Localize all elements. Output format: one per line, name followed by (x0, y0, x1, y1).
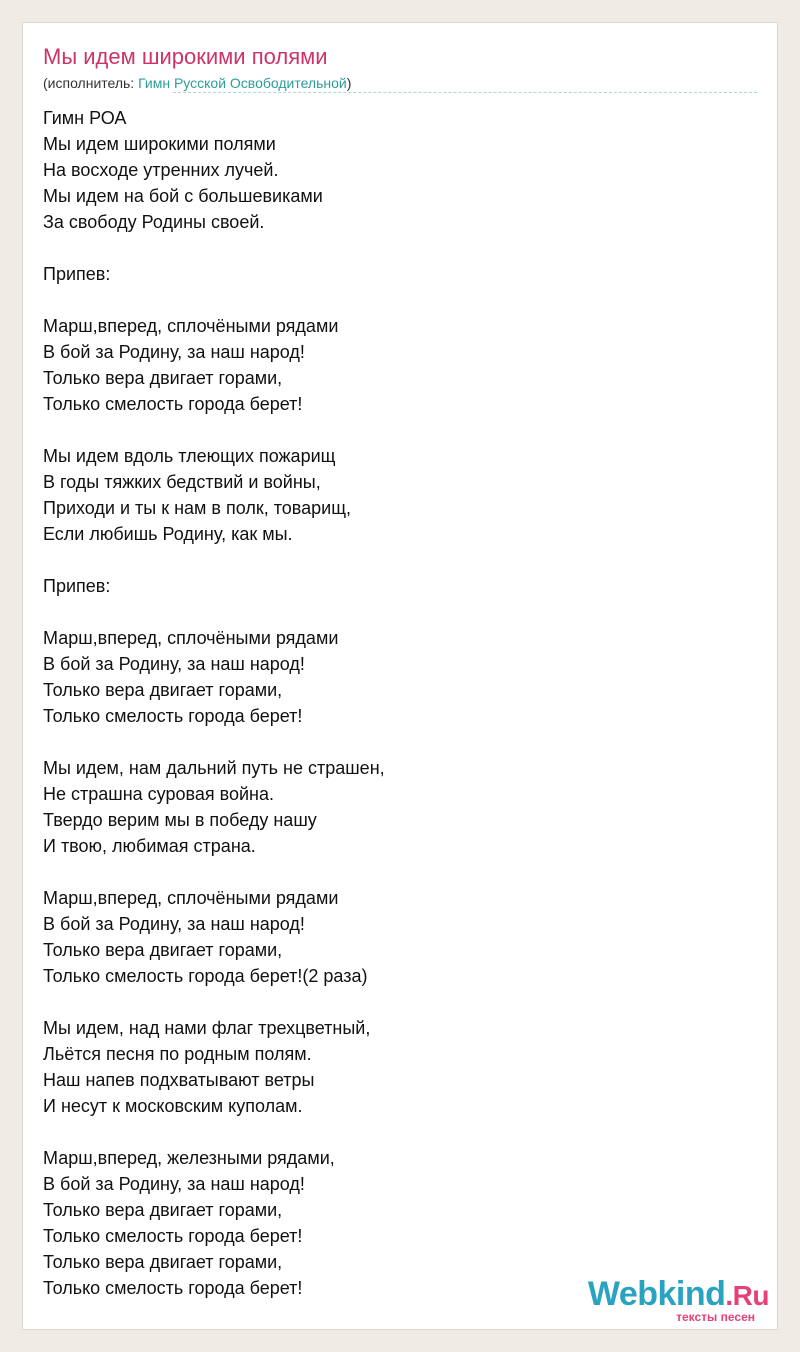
artist-byline (43, 74, 351, 92)
lyric-line: И несут к московским куполам. (43, 1096, 303, 1116)
lyric-line: Только вера двигает горами, (43, 940, 283, 960)
lyric-line: В бой за Родину, за наш народ! (43, 342, 305, 362)
logo-wordmark (588, 1277, 769, 1313)
lyric-line: Только смелость города берет! (43, 1226, 303, 1246)
lyric-line: Мы идем широкими полями (43, 134, 276, 154)
lyric-line: Твердо верим мы в победу нашу (43, 810, 317, 830)
lyric-line: В бой за Родину, за наш народ! (43, 914, 305, 934)
lyric-line: Только смелость города берет!(2 раза) (43, 966, 368, 986)
lyric-line: Мы идем, над нами флаг трехцветный, (43, 1018, 371, 1038)
byline-prefix: (исполнитель: (43, 75, 139, 91)
lyric-line: Марш,вперед, сплочёными рядами (43, 888, 339, 908)
lyric-line: В бой за Родину, за наш народ! (43, 654, 305, 674)
site-logo[interactable] (588, 1277, 769, 1323)
lyric-line: Только вера двигает горами, (43, 368, 283, 388)
lyric-line: Марш,вперед, сплочёными рядами (43, 316, 339, 336)
stanza-break (43, 417, 385, 443)
lyric-line: Гимн РОА (43, 108, 127, 128)
lyric-line: Мы идем на бой с большевиками (43, 186, 323, 206)
logo-tld: .Ru (725, 1280, 769, 1311)
lyric-line: Только смелость города берет! (43, 394, 303, 414)
stanza-break (43, 1119, 385, 1145)
byline-suffix: ) (346, 75, 352, 91)
logo-name: Webkind (587, 1275, 726, 1313)
lyric-line: Наш напев подхватывают ветры (43, 1070, 315, 1090)
stanza-break (43, 989, 385, 1015)
stanza-break (43, 547, 385, 573)
lyric-line: Только вера двигает горами, (43, 680, 283, 700)
lyric-line: Припев: (43, 264, 111, 284)
lyric-line: Если любишь Родину, как мы. (43, 524, 293, 544)
lyric-line: Льётся песня по родным полям. (43, 1044, 312, 1064)
logo-tagline: тексты песен (676, 1310, 755, 1324)
lyric-line: Марш,вперед, железными рядами, (43, 1148, 335, 1168)
lyric-line: Припев: (43, 576, 111, 596)
lyrics-text (43, 105, 385, 1301)
lyric-line: В бой за Родину, за наш народ! (43, 1174, 305, 1194)
lyric-line: Только вера двигает горами, (43, 1252, 283, 1272)
lyric-line: Только смелость города берет! (43, 1278, 303, 1298)
stanza-break (43, 599, 385, 625)
lyric-line: За свободу Родины своей. (43, 212, 265, 232)
lyric-line: Приходи и ты к нам в полк, товарищ, (43, 498, 352, 518)
stanza-break (43, 287, 385, 313)
lyric-line: В годы тяжких бедствий и войны, (43, 472, 321, 492)
stanza-break (43, 729, 385, 755)
lyric-line: На восходе утренних лучей. (43, 160, 279, 180)
lyric-line: Только смелость города берет! (43, 706, 303, 726)
stanza-break (43, 859, 385, 885)
lyric-line: Не страшна суровая война. (43, 784, 274, 804)
lyric-line: Марш,вперед, сплочёными рядами (43, 628, 339, 648)
header-divider (173, 92, 757, 93)
lyric-line: И твою, любимая страна. (43, 836, 256, 856)
lyric-line: Мы идем вдоль тлеющих пожарищ (43, 446, 336, 466)
song-title: Мы идем широкими полями (43, 44, 328, 69)
lyric-line: Мы идем, нам дальний путь не страшен, (43, 758, 385, 778)
lyrics-card (22, 22, 778, 1330)
lyric-line: Только вера двигает горами, (43, 1200, 283, 1220)
stanza-break (43, 235, 385, 261)
artist-link[interactable]: Гимн Русской Освободительной (138, 75, 347, 91)
